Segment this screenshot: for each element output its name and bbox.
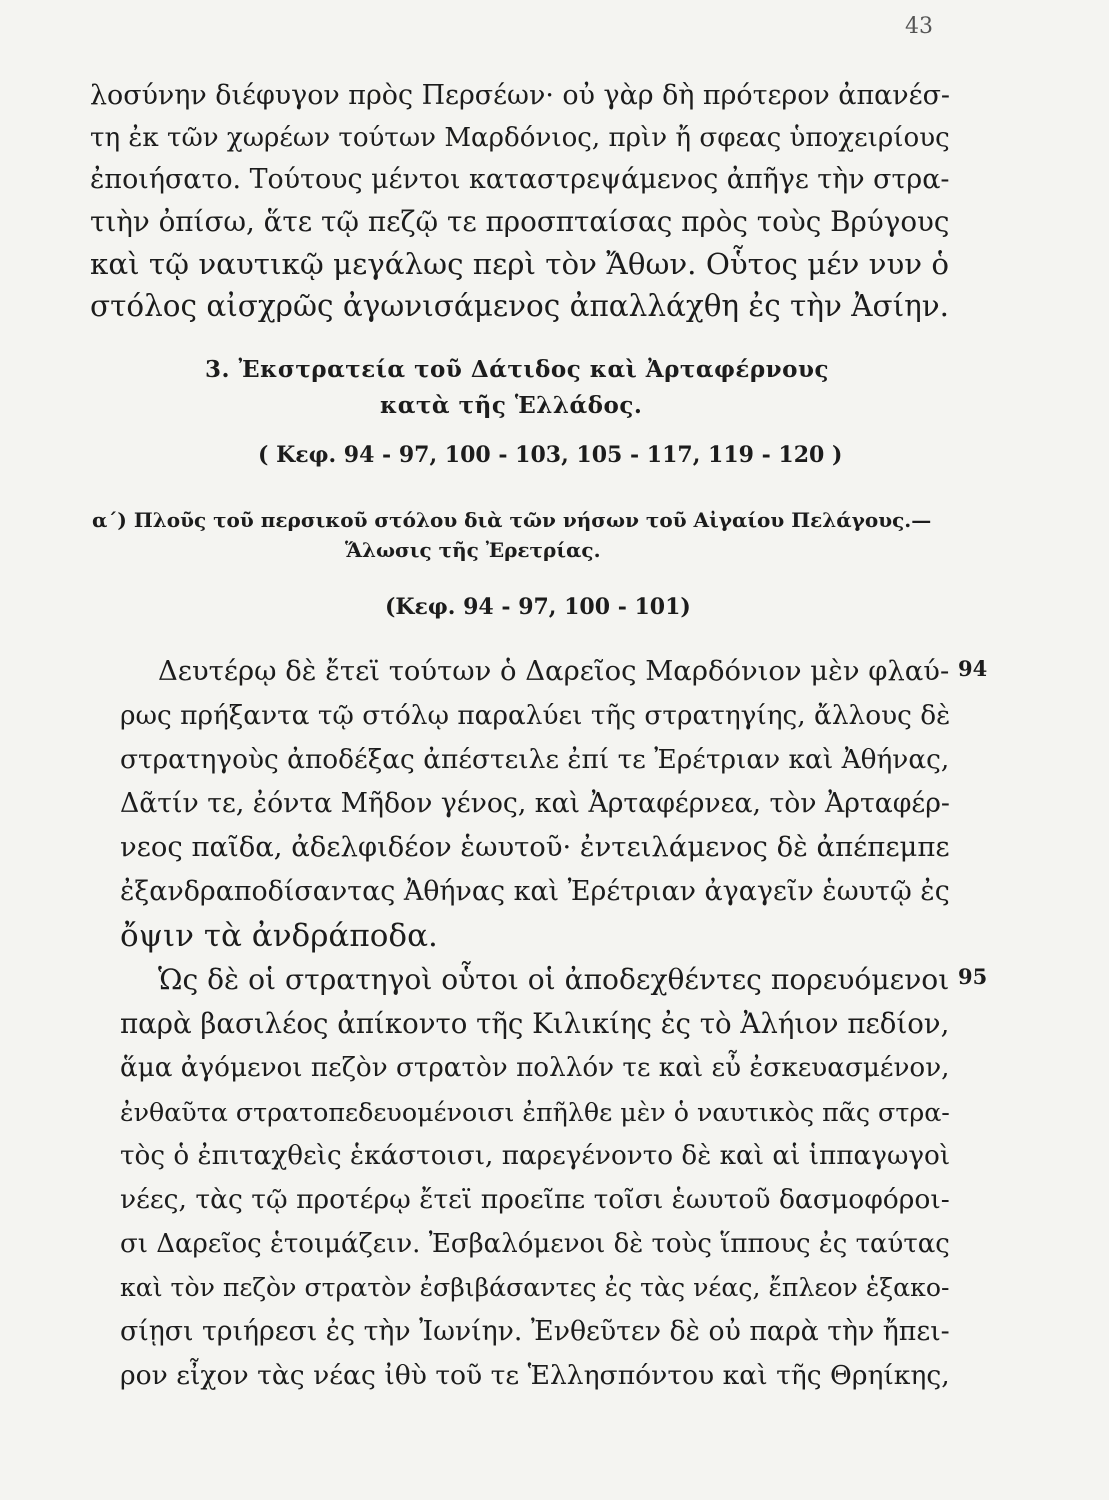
text-line: στρατηγοὺς ἀποδέξας ἀπέστειλε ἐπί τε Ἐρέτριαν καὶ Ἀθήνας, — [120, 745, 950, 775]
section-heading: 3. Ἐκστρατεία τοῦ Δάτιδος καὶ Ἀρταφέρνους — [205, 356, 829, 383]
text-line: νεος παῖδα, ἀδελφιδέον ἑωυτοῦ· ἐντειλάμενος δὲ ἀπέπεμπε — [120, 832, 950, 863]
section-chapter-reference: ( Κεφ. 94 - 97, 100 - 103, 105 - 117, 119 - 120 ) — [258, 442, 843, 468]
page-number: 43 — [905, 14, 933, 39]
text-line: τὸς ὁ ἐπιταχθεὶς ἑκάστοισι, παρεγένοντο δὲ καὶ αἱ ἱππαγωγοὶ — [120, 1141, 951, 1171]
chapter-margin-number: 95 — [958, 964, 988, 989]
text-line: σίῃσι τριήρεσι ἐς τὴν Ἰωνίην. Ἐνθεῦτεν δὲ οὐ παρὰ τὴν ἤπει- — [120, 1316, 950, 1347]
subsection-chapter-reference: (Κεφ. 94 - 97, 100 - 101) — [385, 594, 691, 620]
text-line: σι Δαρεῖος ἑτοιμάζειν. Ἐσβαλόμενοι δὲ τοὺς ἵππους ἐς ταύτας — [120, 1229, 950, 1259]
text-line: ρον εἶχον τὰς νέας ἰθὺ τοῦ τε Ἑλλησπόντου καὶ τῆς Θρηίκης, — [120, 1360, 950, 1391]
text-line: ρως πρήξαντα τῷ στόλῳ παραλύει τῆς στρατηγίης, ἄλλους δὲ — [120, 701, 951, 731]
chapter-margin-number: 94 — [958, 656, 988, 681]
text-line: ἐνθαῦτα στρατοπεδευομένοισι ἐπῆλθε μὲν ὁ ναυτικὸς πᾶς στρα- — [120, 1097, 950, 1127]
text-line: Ὡς δὲ οἱ στρατηγοὶ οὗτοι οἱ ἀποδεχθέντες πορευόμενοι — [158, 963, 950, 996]
text-line: παρὰ βασιλέος ἀπίκοντο τῆς Κιλικίης ἐς τὸ Ἀλήιον πεδίον, — [120, 1007, 950, 1040]
text-line: Δᾶτίν τε, ἐόντα Μῆδον γένος, καὶ Ἀρταφέρνεα, τὸν Ἀρταφέρ- — [120, 788, 950, 819]
subsection-heading: α΄) Πλοῦς τοῦ περσικοῦ στόλου διὰ τῶν νήσων τοῦ Αἰγαίου Πελάγους.— — [92, 508, 932, 532]
intro-line: ἐποιήσατο. Τούτους μέντοι καταστρεψάμενος ἀπῆγε τὴν στρα- — [90, 164, 950, 195]
subsection-heading-line2: Ἅλωσις τῆς Ἐρετρίας. — [345, 538, 601, 562]
section-heading-line2: κατὰ τῆς Ἑλλάδος. — [380, 392, 643, 419]
intro-line: καὶ τῷ ναυτικῷ μεγάλως περὶ τὸν Ἄθων. Οὗτος μέν νυν ὁ — [90, 247, 950, 281]
text-line: ἅμα ἀγόμενοι πεζὸν στρατὸν πολλόν τε καὶ εὖ ἐσκευασμένον, — [120, 1053, 950, 1083]
intro-line: λοσύνην διέφυγον πρὸς Περσέων· οὐ γὰρ δὴ πρότερον ἀπανέσ- — [90, 80, 951, 111]
intro-line: τη ἐκ τῶν χωρέων τούτων Μαρδόνιος, πρὶν ἤ σφεας ὑποχειρίους — [90, 123, 950, 153]
text-line: ἐξανδραποδίσαντας Ἀθήνας καὶ Ἐρέτριαν ἀγαγεῖν ἑωυτῷ ἐς — [120, 876, 950, 907]
text-line: ὄψιν τὰ ἀνδράποδα. — [120, 918, 438, 954]
text-line: Δευτέρῳ δὲ ἔτεϊ τούτων ὁ Δαρεῖος Μαρδόνιον μὲν φλαύ- — [158, 656, 950, 687]
intro-line: τιὴν ὀπίσω, ἅτε τῷ πεζῷ τε προσπταίσας πρὸς τοὺς Βρύγους — [90, 205, 950, 238]
text-line: καὶ τὸν πεζὸν στρατὸν ἐσβιβάσαντες ἐς τὰς νέας, ἔπλεον ἑξακο- — [120, 1273, 950, 1302]
intro-line: στόλος αἰσχρῶς ἀγωνισάμενος ἀπαλλάχθη ἐς τὴν Ἀσίην. — [90, 289, 950, 323]
text-line: νέες, τὰς τῷ προτέρῳ ἔτεϊ προεῖπε τοῖσι ἑωυτοῦ δασμοφόροι- — [120, 1184, 950, 1215]
